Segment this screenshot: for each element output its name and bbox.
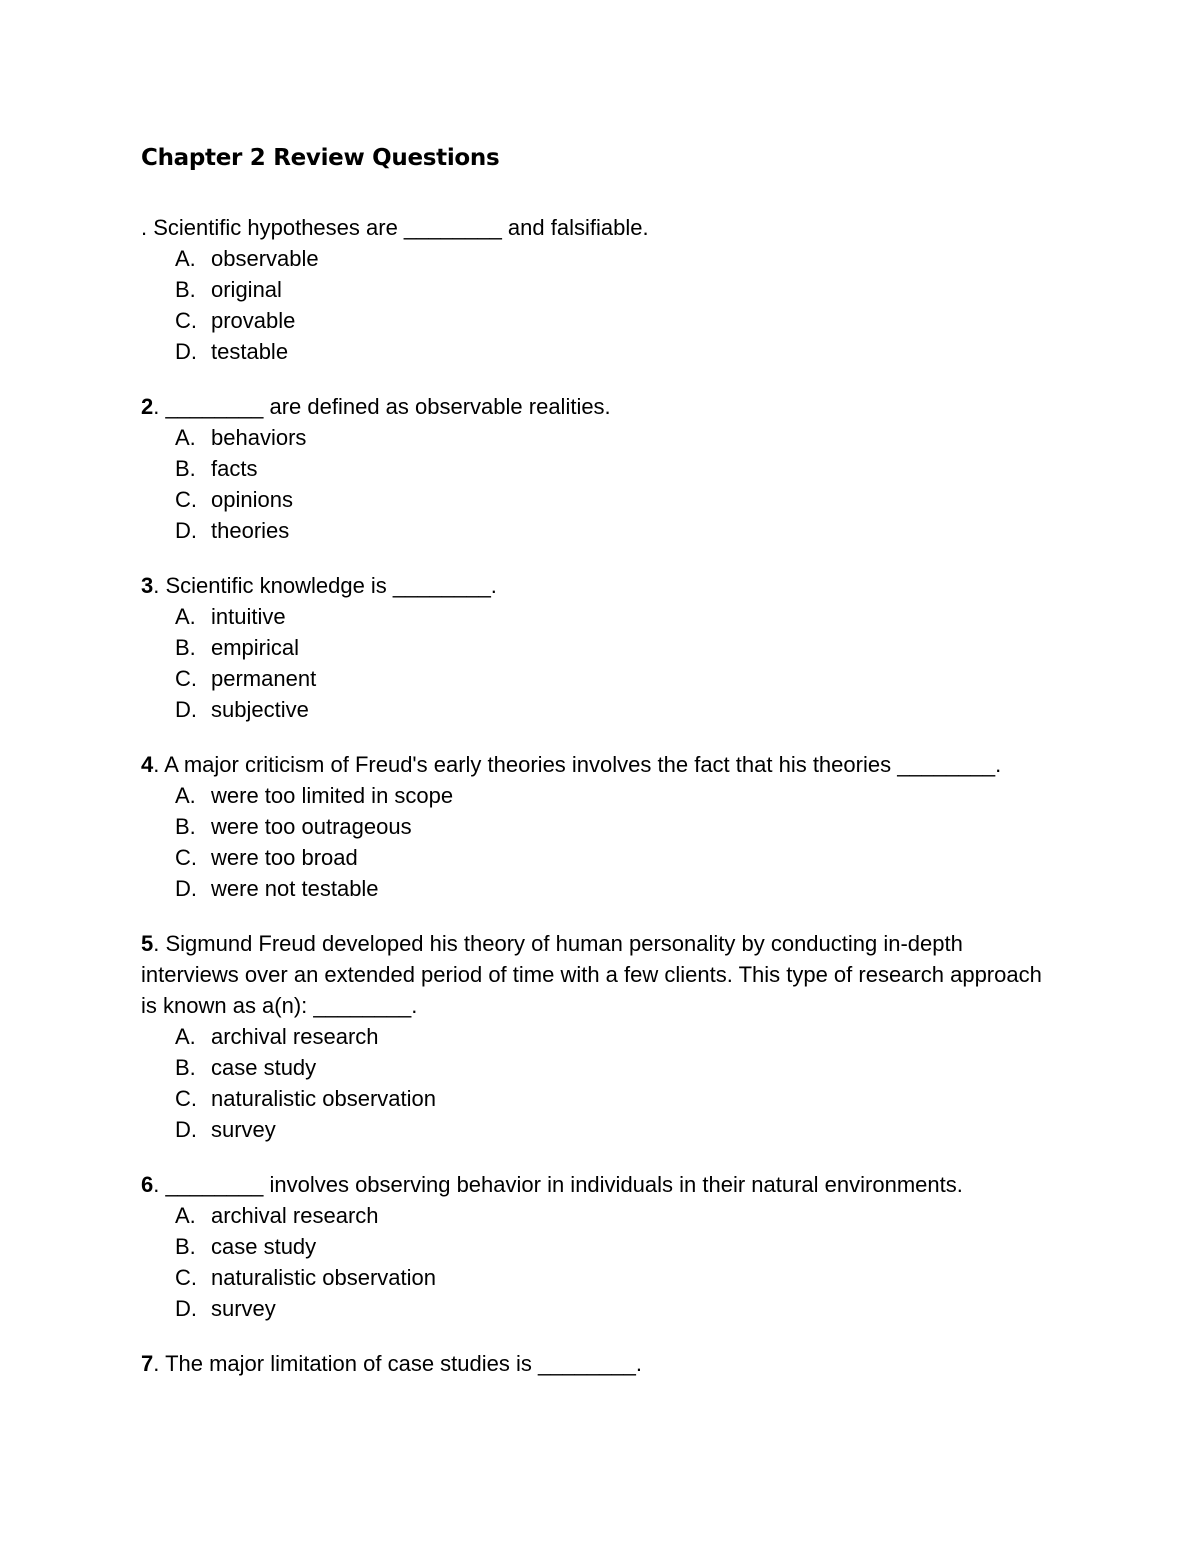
answer-option bbox=[141, 274, 1061, 305]
document-page bbox=[141, 140, 1061, 1403]
option-text: survey bbox=[211, 1296, 276, 1321]
question-number: 5 bbox=[141, 931, 154, 956]
option-text: theories bbox=[211, 518, 290, 543]
option-text: behaviors bbox=[211, 425, 307, 450]
option-text: empirical bbox=[211, 635, 300, 660]
answer-option bbox=[141, 780, 1061, 811]
answer-option bbox=[141, 873, 1061, 904]
option-text: were too limited in scope bbox=[211, 783, 454, 808]
answer-options bbox=[141, 243, 1061, 367]
option-text: opinions bbox=[211, 487, 293, 512]
answer-option bbox=[141, 811, 1061, 842]
answer-option bbox=[141, 243, 1061, 274]
question-stem bbox=[141, 212, 1061, 243]
option-letter: D. bbox=[175, 876, 197, 901]
question-stem bbox=[141, 570, 1061, 601]
option-text: facts bbox=[211, 456, 258, 481]
question-number: 3 bbox=[141, 573, 154, 598]
option-letter: C. bbox=[175, 666, 197, 691]
option-letter: A. bbox=[175, 1203, 196, 1228]
option-text: survey bbox=[211, 1117, 276, 1142]
answer-option bbox=[141, 694, 1061, 725]
answer-option bbox=[141, 1231, 1061, 1262]
option-text: original bbox=[211, 277, 282, 302]
option-letter: D. bbox=[175, 1296, 197, 1321]
option-text: testable bbox=[211, 339, 289, 364]
answer-option bbox=[141, 1200, 1061, 1231]
option-text: intuitive bbox=[211, 604, 286, 629]
option-letter: A. bbox=[175, 604, 196, 629]
option-letter: C. bbox=[175, 308, 197, 333]
question-7 bbox=[141, 1348, 1061, 1379]
answer-option bbox=[141, 484, 1061, 515]
option-letter: D. bbox=[175, 339, 197, 364]
question-3 bbox=[141, 570, 1061, 725]
option-letter: B. bbox=[175, 456, 196, 481]
question-stem bbox=[141, 1169, 1061, 1200]
question-text: . Scientific hypotheses are ________ and falsifiable. bbox=[141, 215, 649, 240]
answer-option bbox=[141, 1114, 1061, 1145]
option-letter: B. bbox=[175, 1234, 196, 1259]
question-stem bbox=[141, 928, 1061, 1021]
answer-option bbox=[141, 453, 1061, 484]
question-number: 7 bbox=[141, 1351, 154, 1376]
answer-option bbox=[141, 663, 1061, 694]
option-letter: A. bbox=[175, 783, 196, 808]
option-text: case study bbox=[211, 1234, 317, 1259]
option-letter: C. bbox=[175, 487, 197, 512]
answer-option bbox=[141, 1293, 1061, 1324]
option-text: permanent bbox=[211, 666, 317, 691]
answer-options bbox=[141, 1200, 1061, 1324]
question-stem bbox=[141, 1348, 1061, 1379]
answer-options bbox=[141, 1021, 1061, 1145]
question-4 bbox=[141, 749, 1061, 904]
question-text: . The major limitation of case studies is ________. bbox=[153, 1351, 642, 1376]
option-letter: D. bbox=[175, 1117, 197, 1142]
question-number: 4 bbox=[141, 752, 154, 777]
option-letter: B. bbox=[175, 277, 196, 302]
question-6 bbox=[141, 1169, 1061, 1324]
option-text: provable bbox=[211, 308, 296, 333]
option-text: archival research bbox=[211, 1203, 379, 1228]
question-stem bbox=[141, 749, 1061, 780]
option-letter: C. bbox=[175, 845, 197, 870]
answer-option bbox=[141, 1083, 1061, 1114]
option-text: subjective bbox=[211, 697, 309, 722]
option-letter: B. bbox=[175, 814, 196, 839]
answer-option bbox=[141, 842, 1061, 873]
question-number: 2 bbox=[141, 394, 154, 419]
option-letter: D. bbox=[175, 697, 197, 722]
question-text: . Sigmund Freud developed his theory of human personality by conducting in-depth interviews over an extended period of time with a few clients. This type of research approach is known as a(n): ________. bbox=[141, 931, 1042, 1018]
option-letter: B. bbox=[175, 1055, 196, 1080]
answer-option bbox=[141, 601, 1061, 632]
answer-option bbox=[141, 1021, 1061, 1052]
question-stem bbox=[141, 391, 1061, 422]
question-text: . Scientific knowledge is ________. bbox=[153, 573, 497, 598]
question-text: . ________ involves observing behavior in individuals in their natural environments. bbox=[153, 1172, 963, 1197]
option-letter: C. bbox=[175, 1265, 197, 1290]
page-title: Chapter 2 Review Questions bbox=[141, 145, 500, 171]
option-letter: D. bbox=[175, 518, 197, 543]
option-letter: A. bbox=[175, 1024, 196, 1049]
option-text: were too broad bbox=[211, 845, 358, 870]
question-number: 6 bbox=[141, 1172, 154, 1197]
answer-option bbox=[141, 1052, 1061, 1083]
option-text: case study bbox=[211, 1055, 317, 1080]
option-text: were too outrageous bbox=[211, 814, 412, 839]
answer-option bbox=[141, 632, 1061, 663]
option-text: observable bbox=[211, 246, 319, 271]
question-text: . A major criticism of Freud's early theories involves the fact that his theories ________. bbox=[153, 752, 1002, 777]
answer-options bbox=[141, 422, 1061, 546]
option-text: were not testable bbox=[211, 876, 379, 901]
question-1 bbox=[141, 212, 1061, 367]
option-letter: C. bbox=[175, 1086, 197, 1111]
option-letter: A. bbox=[175, 246, 196, 271]
answer-option bbox=[141, 422, 1061, 453]
answer-option bbox=[141, 515, 1061, 546]
option-text: naturalistic observation bbox=[211, 1265, 437, 1290]
option-text: naturalistic observation bbox=[211, 1086, 437, 1111]
answer-options bbox=[141, 601, 1061, 725]
answer-option bbox=[141, 336, 1061, 367]
answer-option bbox=[141, 1262, 1061, 1293]
option-letter: B. bbox=[175, 635, 196, 660]
option-text: archival research bbox=[211, 1024, 379, 1049]
answer-options bbox=[141, 780, 1061, 904]
question-5 bbox=[141, 928, 1061, 1145]
question-text: . ________ are defined as observable realities. bbox=[153, 394, 611, 419]
question-2 bbox=[141, 391, 1061, 546]
answer-option bbox=[141, 305, 1061, 336]
option-letter: A. bbox=[175, 425, 196, 450]
question-list bbox=[141, 212, 1061, 1379]
